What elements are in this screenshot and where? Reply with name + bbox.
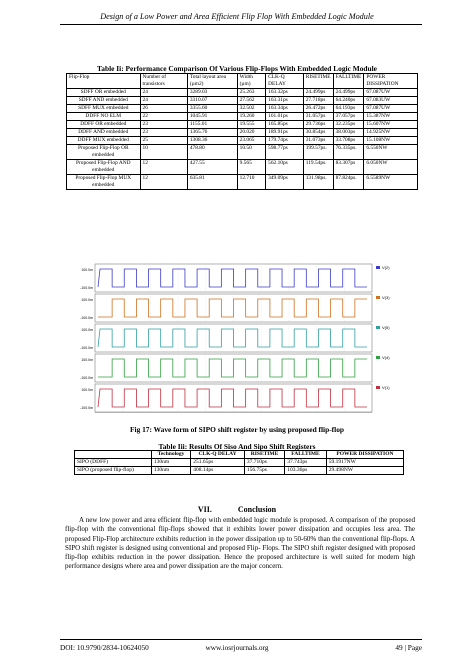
table-cell: 83.307ps bbox=[333, 160, 364, 175]
column-header: FALLTIME bbox=[333, 74, 364, 89]
table-cell: 30.854ps bbox=[303, 129, 333, 137]
table-cell: 64.193ps bbox=[333, 105, 364, 113]
waveform-figure bbox=[67, 263, 397, 413]
column-header: POWER DISSIPATION bbox=[326, 451, 403, 459]
table-cell: 67.087UW bbox=[364, 89, 418, 97]
table-cell: 3289.03 bbox=[187, 89, 237, 97]
table-row bbox=[75, 459, 404, 467]
table-row bbox=[67, 175, 418, 190]
table-cell: 31.057ps bbox=[303, 113, 333, 121]
column-header: Flip-Flop bbox=[67, 74, 141, 89]
tick-label: -100.0m bbox=[80, 406, 93, 410]
table-cell: 1155.01 bbox=[187, 121, 237, 129]
table-row bbox=[67, 129, 418, 137]
table-cell: 33.708ps bbox=[333, 137, 364, 145]
table-row bbox=[67, 105, 418, 113]
table-cell: 87.824ps. bbox=[333, 175, 364, 190]
table-cell: SDFF OR embedded bbox=[67, 89, 141, 97]
table-cell: SDFF AND embedded bbox=[67, 97, 141, 105]
table-cell: 251.65ps bbox=[191, 459, 245, 467]
table-cell: 1365.76 bbox=[187, 129, 237, 137]
table-cell: 6.550NW bbox=[364, 145, 418, 160]
table-cell: SIPO (proposed flip-flop) bbox=[75, 467, 152, 475]
table-cell: 29.498NW bbox=[326, 467, 403, 475]
table-cell: DDFF MUX embedded bbox=[67, 137, 141, 145]
conclusion-paragraph: A new low power and area efficient flip-flop with embedded logic module is proposed. A comparison of the proposed flip-flop with the conventional flip-flops showed that it exhibits lower power dissipation and occupies less area. The proposed Flip-Flop architecture exhibits reduction in the power dissipation up to 50-60% than the conventional flip-flops. A SIPO shift register is designed using conventional and proposed Flip- Flops. The SIPO shift register designed with proposed flip-flop exhibits reduction in the power dissipation. Hence the proposed architecture is well suited for modern high performance designs where area and power dissipation are the major concern. bbox=[65, 516, 415, 571]
table-cell: DDFF NO ELM bbox=[67, 113, 141, 121]
table-cell: Proposed Flip-Flop AND embedded bbox=[67, 160, 141, 175]
footer-page: 49 | Page bbox=[395, 643, 422, 652]
header-rule bbox=[60, 24, 422, 25]
table-row bbox=[67, 97, 418, 105]
table-row bbox=[67, 137, 418, 145]
table-row bbox=[67, 160, 418, 175]
table-cell: 15.108NW bbox=[364, 137, 418, 145]
table-cell: 23 bbox=[140, 129, 187, 137]
table-cell: 19.260 bbox=[237, 113, 266, 121]
table-cell: Proposed Flip-Flop MUX embedded bbox=[67, 175, 141, 190]
table-cell: 427.55 bbox=[187, 160, 237, 175]
footer-doi: DOI: 10.9790/2834-10624050 bbox=[60, 643, 149, 652]
table-row bbox=[67, 121, 418, 129]
table-row bbox=[67, 145, 418, 160]
section-title: Conclusion bbox=[237, 505, 277, 514]
table-cell: 478.80 bbox=[187, 145, 237, 160]
table-cell: 130nm bbox=[151, 459, 190, 467]
legend-label: V(2) bbox=[382, 265, 390, 270]
table-row bbox=[67, 113, 418, 121]
table-cell: 27.562 bbox=[237, 97, 266, 105]
waveform-panel bbox=[80, 324, 390, 352]
table-cell: 562.10ps bbox=[266, 160, 304, 175]
table-cell: 67.083UW bbox=[364, 97, 418, 105]
table-cell: 37.710ps bbox=[244, 459, 284, 467]
table2-caption: Table Ii: Performance Comparison Of Various Flip-Flops With Embedded Logic Module bbox=[97, 64, 377, 73]
table-cell: 59.1917NW bbox=[326, 459, 403, 467]
table-cell: 156.75ps bbox=[244, 467, 284, 475]
table-cell: 12 bbox=[140, 175, 187, 190]
column-header: Number of transistors bbox=[140, 74, 187, 89]
column-header bbox=[75, 451, 152, 459]
table-cell: 20.020 bbox=[237, 129, 266, 137]
tick-label: 100.0m bbox=[81, 268, 93, 272]
table-cell: 130nm bbox=[151, 467, 190, 475]
table-cell: 1308.36 bbox=[187, 137, 237, 145]
table-cell: 24 bbox=[140, 97, 187, 105]
table-cell: DDFF OR embedded bbox=[67, 121, 141, 129]
table-cell: 165.85ps bbox=[266, 121, 304, 129]
table-cell: 24.499ps bbox=[303, 89, 333, 97]
table-cell: 163.34ps bbox=[266, 105, 304, 113]
figure-caption: Fig 17: Wave form of SIPO shift register by using proposed flip-flop bbox=[130, 425, 344, 434]
column-header: CLK-Q DELAY bbox=[266, 74, 304, 89]
table-cell: 10 bbox=[140, 145, 187, 160]
table-cell: 32.502 bbox=[237, 105, 266, 113]
table-cell: DDFF AND embedded bbox=[67, 129, 141, 137]
tick-label: -100.0m bbox=[80, 376, 93, 380]
column-header: POWER DISSIPATION bbox=[364, 74, 418, 89]
waveform-panel bbox=[80, 294, 390, 322]
waveform-panel bbox=[80, 264, 390, 292]
table-cell: 25 bbox=[140, 137, 187, 145]
section-number: VII. bbox=[197, 505, 212, 514]
legend-swatch bbox=[376, 326, 380, 329]
table-cell: 24 bbox=[140, 89, 187, 97]
table-cell: 22 bbox=[140, 113, 187, 121]
table-cell: 131.98ps. bbox=[303, 175, 333, 190]
table-cell: 15.387NW bbox=[364, 113, 418, 121]
tick-label: 100.0m bbox=[81, 328, 93, 332]
legend-swatch bbox=[376, 356, 380, 359]
column-header: Width (µm) bbox=[237, 74, 266, 89]
table-cell: 26.472ps bbox=[303, 105, 333, 113]
table-cell: 25.263 bbox=[237, 89, 266, 97]
footer-rule bbox=[60, 639, 422, 640]
performance-table bbox=[66, 73, 418, 190]
table-cell: 598.77ps bbox=[266, 145, 304, 160]
table-cell: 349.09ps bbox=[266, 175, 304, 190]
table-cell: 19.555 bbox=[237, 121, 266, 129]
table-cell: 67.087UW bbox=[364, 105, 418, 113]
table-cell: 32.235ps bbox=[333, 121, 364, 129]
tick-label: -100.0m bbox=[80, 286, 93, 290]
table-cell: 6.050NW bbox=[364, 160, 418, 175]
waveform-panel bbox=[80, 384, 390, 412]
table-cell: 635.81 bbox=[187, 175, 237, 190]
table-cell: 64.240ps bbox=[333, 97, 364, 105]
table-cell: 12.710 bbox=[237, 175, 266, 190]
table-cell: 163.31ps bbox=[266, 97, 304, 105]
table-cell: 10.50 bbox=[237, 145, 266, 160]
table-cell: 27.718ps bbox=[303, 97, 333, 105]
table-header-row bbox=[75, 451, 404, 459]
shift-register-table bbox=[74, 450, 404, 475]
table-cell: 31.073ps bbox=[303, 137, 333, 145]
table-cell: 37.743ps bbox=[285, 459, 327, 467]
table-cell: 161.01ps bbox=[266, 113, 304, 121]
column-header: RISETIME bbox=[303, 74, 333, 89]
tick-label: -100.0m bbox=[80, 316, 93, 320]
column-header: CLK-Q DELAY bbox=[191, 451, 245, 459]
legend-label: V(3) bbox=[382, 295, 390, 300]
table-row bbox=[67, 89, 418, 97]
legend-label: V(5) bbox=[382, 325, 390, 330]
table-cell: SDFF MUX embedded bbox=[67, 105, 141, 113]
tick-label: 100.0m bbox=[81, 298, 93, 302]
column-header: FALLTIME bbox=[285, 451, 327, 459]
table-cell: 23.065 bbox=[237, 137, 266, 145]
table-cell: 408.14ps bbox=[191, 467, 245, 475]
footer-site: www.iosrjournals.org bbox=[205, 643, 269, 652]
table-cell: 6.5589NW bbox=[364, 175, 418, 190]
table-cell: 38.003ps bbox=[333, 129, 364, 137]
legend-label: V(4) bbox=[382, 355, 390, 360]
table-cell: 26 bbox=[140, 105, 187, 113]
table-cell: 76.335ps. bbox=[333, 145, 364, 160]
table-cell: 103.36ps bbox=[285, 467, 327, 475]
section-heading bbox=[0, 505, 474, 514]
tick-label: 100.0m bbox=[81, 388, 93, 392]
table-cell: 24.499ps bbox=[333, 89, 364, 97]
column-header: RISETIME bbox=[244, 451, 284, 459]
table-cell: SIPO (DDFF) bbox=[75, 459, 152, 467]
table-cell: 15.607NW bbox=[364, 121, 418, 129]
table-cell: 3355.60 bbox=[187, 105, 237, 113]
table3-caption: Table Iii: Results Of Siso And Sipo Shift Registers bbox=[158, 442, 316, 451]
table-cell: 3310.07 bbox=[187, 97, 237, 105]
waveform-panel bbox=[80, 354, 390, 382]
legend-label: V(1) bbox=[382, 385, 390, 390]
table-cell: 9.565 bbox=[237, 160, 266, 175]
tick-label: -100.0m bbox=[80, 346, 93, 350]
table-cell: 119.54ps. bbox=[303, 160, 333, 175]
table-cell: 14.925NW bbox=[364, 129, 418, 137]
table-cell: 163.32ps bbox=[266, 89, 304, 97]
table-cell: 12 bbox=[140, 160, 187, 175]
table-row bbox=[75, 467, 404, 475]
table-header-row bbox=[67, 74, 418, 89]
tick-label: 100.0m bbox=[81, 358, 93, 362]
table-cell: 199.57ps. bbox=[303, 145, 333, 160]
table-cell: 179.74ps bbox=[266, 137, 304, 145]
column-header: Total layout area (µm2) bbox=[187, 74, 237, 89]
legend-swatch bbox=[376, 386, 380, 389]
legend-swatch bbox=[376, 296, 380, 299]
table-cell: Proposed Flip-Flop OR embedded bbox=[67, 145, 141, 160]
table-cell: 29.736ps bbox=[303, 121, 333, 129]
table-cell: 189.91ps bbox=[266, 129, 304, 137]
table-cell: 1045.91 bbox=[187, 113, 237, 121]
running-title: Design of a Low Power and Area Efficient Flip Flop With Embedded Logic Module bbox=[100, 12, 374, 21]
table-cell: 23 bbox=[140, 121, 187, 129]
legend-swatch bbox=[376, 266, 380, 269]
table-cell: 37.057ps bbox=[333, 113, 364, 121]
column-header: Technology bbox=[151, 451, 190, 459]
